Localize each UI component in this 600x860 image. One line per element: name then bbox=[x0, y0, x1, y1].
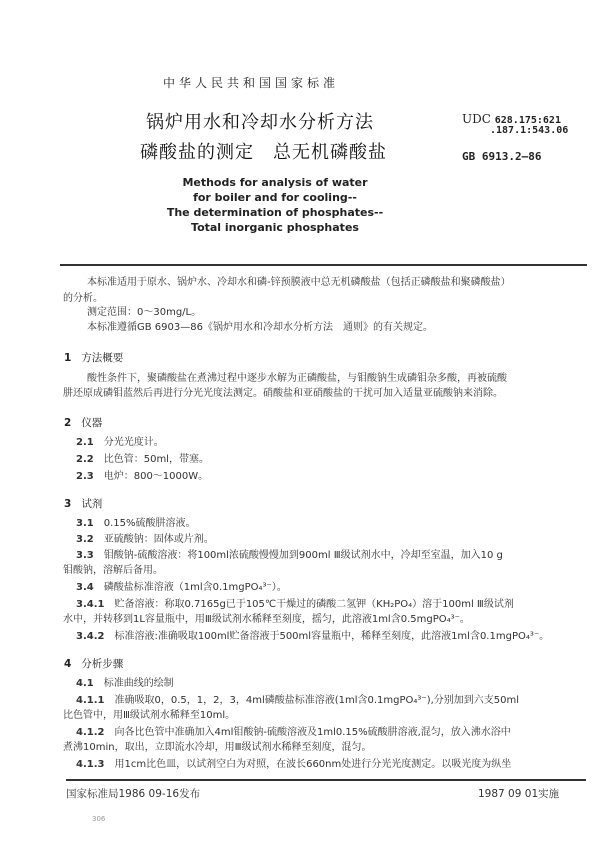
list-item: 3.4 磷酸盐标准溶液（1ml含0.1mgPO₄³⁻）。 bbox=[76, 582, 287, 593]
page-number: 306 bbox=[92, 815, 106, 823]
header-rule bbox=[60, 264, 587, 266]
section-3-heading: 3 试剂 bbox=[64, 498, 103, 510]
list-item: 4.1.3 用1cm比色皿，以试剂空白为对照，在波长660nm处进行分光光度测定。以吸光度为纵坐 bbox=[76, 759, 512, 770]
section-4-heading: 4 分析步骤 bbox=[64, 658, 124, 670]
list-item-cont: 水中，并转移到1L容量瓶中，用Ⅲ级试剂水稀释至刻度，摇匀，此溶液1ml含0.5mgPO₄³⁻。 bbox=[63, 614, 470, 625]
footer-rule bbox=[66, 779, 586, 781]
list-item: 3.2 亚硫酸钠：固体或片剂。 bbox=[76, 534, 214, 545]
udc-label: UDC bbox=[462, 112, 491, 126]
gb-number: GB 6913.2—86 bbox=[462, 150, 542, 163]
udc-code-1: 628.175:621 bbox=[494, 115, 561, 126]
list-item: 4.1.2 向各比色管中准确加入4ml钼酸钠-硫酸溶液及1ml0.15%硫酸肼溶液,混匀，放入沸水浴中 bbox=[76, 727, 511, 738]
list-item-cont: 煮沸10min，取出，立即流水冷却，用Ⅲ级试剂水稀释至刻度，混匀。 bbox=[63, 742, 372, 753]
list-item: 2.2 比色管：50ml，带塞。 bbox=[76, 454, 209, 465]
reference-standard: 本标准遵循GB 6903—86《锅炉用水和冷却水分析方法 通则》的有关规定。 bbox=[87, 322, 433, 333]
list-item-cont: 比色管中，用Ⅲ级试剂水稀释至10ml。 bbox=[63, 710, 236, 721]
section-2-heading: 2 仪器 bbox=[64, 417, 103, 429]
title-line-2: 磷酸盐的测定 总无机磷酸盐 bbox=[140, 142, 387, 163]
english-title-line: Total inorganic phosphates bbox=[191, 221, 359, 234]
list-item: 3.4.1 贮备溶液：称取0.7165g已于105℃干燥过的磷酸二氢钾（KH₂PO₄）溶于100ml Ⅲ级试剂 bbox=[76, 599, 514, 610]
english-title-line: for boiler and for cooling-- bbox=[193, 191, 357, 204]
english-title-line: The determination of phosphates-- bbox=[166, 206, 384, 219]
effective-date: 1987 09 01实施 bbox=[478, 788, 560, 800]
list-item: 4.1.1 准确吸取0，0.5，1，2，3，4ml磷酸盐标准溶液(1ml含0.1mgPO₄³⁻),分别加到六支50ml bbox=[76, 695, 520, 706]
measurement-range: 测定范围：0～30mg/L。 bbox=[87, 307, 202, 318]
list-item: 2.3 电炉：800～1000W。 bbox=[76, 471, 209, 482]
english-title-line: Methods for analysis of water bbox=[182, 176, 368, 189]
list-item: 3.3 钼酸钠-硫酸溶液：将100ml浓硫酸慢慢加到900ml Ⅲ级试剂水中，冷却至室温，加入10 g bbox=[76, 550, 503, 561]
udc-code-2: .187.1:543.06 bbox=[490, 125, 569, 136]
list-item: 3.1 0.15%硫酸肼溶液。 bbox=[76, 518, 196, 529]
national-standard-label: 中华人民共和国国家标准 bbox=[163, 76, 340, 90]
title-line-1: 锅炉用水和冷却水分析方法 bbox=[146, 112, 374, 133]
section-1-heading: 1 方法概要 bbox=[64, 352, 124, 364]
list-item-cont: 钼酸钠，溶解后备用。 bbox=[63, 565, 163, 576]
issue-date: 国家标准局1986 09-16发布 bbox=[66, 788, 201, 800]
intro-paragraph-cont: 的分析。 bbox=[63, 293, 103, 304]
section-1-paragraph-cont: 肼还原成磷钼蓝然后再进行分光光度法测定。硝酸盐和亚硝酸盐的干扰可加入适量亚硫酸钠来消除。 bbox=[63, 388, 503, 399]
list-item: 3.4.2 标准溶液:准确吸取100ml贮备溶液于500ml容量瓶中，稀释至刻度，此溶液1ml含0.1mgPO₄³⁻。 bbox=[76, 631, 550, 642]
udc-block bbox=[462, 112, 561, 126]
list-item: 4.1 标准曲线的绘制 bbox=[76, 678, 174, 689]
list-item: 2.1 分光光度计。 bbox=[76, 437, 164, 448]
intro-paragraph: 本标准适用于原水、锅炉水、冷却水和磷-锌预膜液中总无机磷酸盐（包括正磷酸盐和聚磷酸盐） bbox=[87, 277, 511, 288]
section-1-paragraph: 酸性条件下，聚磷酸盐在煮沸过程中逐步水解为正磷酸盐，与钼酸钠生成磷钼杂多酸，再被硫酸 bbox=[87, 373, 507, 384]
